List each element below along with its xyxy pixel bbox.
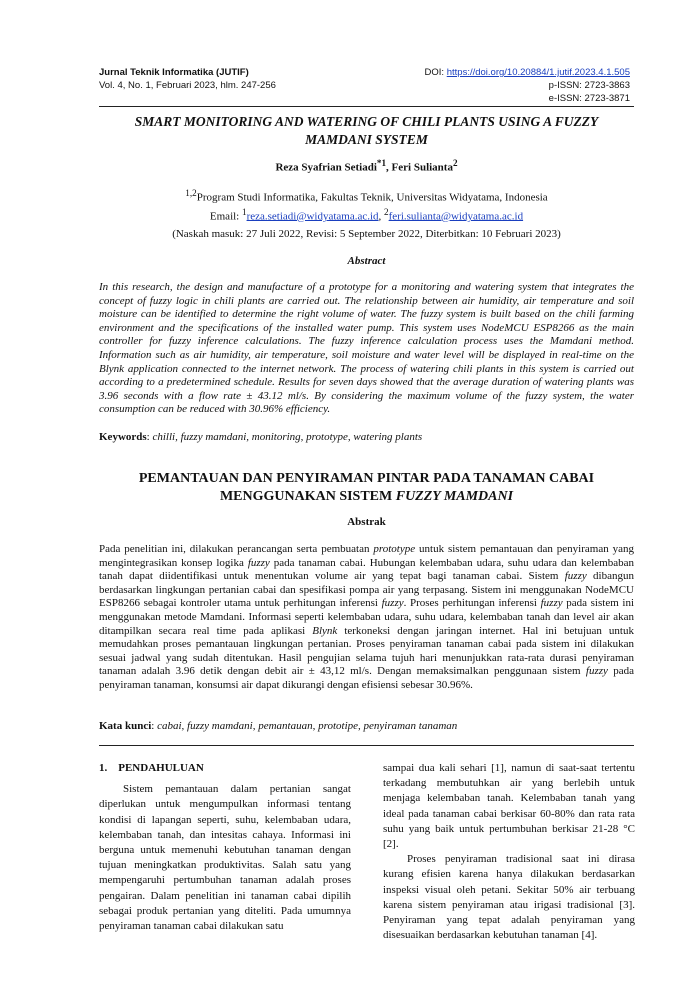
abstrak-segment: pada sistem ini menggunakan metode Mamdani. Informasi seperti kelembaban udara, suhu udara, kelembaban tanah dan level air akan ditampilkan secara real time pada aplikasi [99, 597, 634, 637]
indonesian-title [99, 470, 634, 506]
author-name: Feri Sulianta [391, 161, 453, 174]
doi-link[interactable]: https://doi.org/10.20884/1.jutif.2023.4.1.505 [446, 67, 630, 78]
section-heading: 1. PENDAHULUAN [99, 762, 204, 774]
body-paragraph: Sistem pemantauan dalam pertanian sangat diperlukan untuk mengumpulkan informasi tentang kondisi di lapangan seperti, suhu, kelembaban udara, kelembaban tanah, dan intesitas cahaya. Informasi ini berguna untuk memenuhi kebutuhan tanaman dengan tujuan meningkatkan produktivitas. Salah satu yang mempengaruhi pertumbuhan tanaman adalah proses pengairan. Dalam penelitian ini tanaman cabai dipilih sebagai produk pertanian yang diteliti. Pada umumnya penyiraman tanaman cabai dilakukan satu [99, 783, 351, 933]
abstrak-segment: pada tanaman cabai. Hubungan kelembaban udara, suhu udara dan kelembaban tanah dapat diidentifikasi untuk menentukan volume air yang tepat bagi tanaman cabai. Sistem [99, 556, 634, 583]
abstrak-heading: Abstrak [347, 516, 386, 528]
affiliation-text: Program Studi Informatika, Fakultas Teknik, Universitas Widyatama, Indonesia [196, 191, 548, 204]
abstrak-italic: fuzzy [247, 556, 270, 569]
email-link-2[interactable]: feri.sulianta@widyatama.ac.id [388, 210, 524, 223]
kata-kunci [99, 720, 634, 734]
email-label: Email: [209, 210, 242, 223]
doi-line [425, 66, 630, 79]
paper-title-line2: MAMDANI SYSTEM [305, 132, 428, 147]
abstrak-segment: pada penyiraman tanaman, konsumsi air dapat dikurangi dengan efisiensi sebesar 30.96%. [99, 665, 634, 691]
author-name: Reza Syafrian Setiadi [275, 161, 377, 174]
body-column-left [99, 761, 351, 934]
indonesian-title-line1: PEMANTAUAN DAN PENYIRAMAN PINTAR PADA TANAMAN CABAI [138, 471, 595, 486]
email-marker: 1 [241, 206, 247, 217]
author-separator: , [386, 161, 392, 174]
abstrak-italic: prototype [373, 543, 416, 555]
email-line [99, 205, 634, 224]
keywords-colon: : [146, 431, 153, 443]
journal-name: Jurnal Teknik Informatika (JUTIF) [99, 67, 249, 78]
abstrak-segment: . Proses perhitungan inferensi [403, 597, 541, 610]
abstrak-italic: fuzzy [381, 597, 404, 610]
affiliation-line [99, 186, 634, 205]
header-rule [99, 106, 634, 107]
email-link-1[interactable]: reza.setiadi@widyatama.ac.id [246, 210, 379, 223]
author-marker: *1 [376, 158, 387, 168]
journal-header-right [425, 66, 630, 105]
abstrak-italic: fuzzy [564, 570, 587, 583]
abstrak-segment: terkoneksi dengan jaringan internet. Hal ini betujuan untuk memudahkan proses pemantauan lingkungan pertanian. Proses penyiraman tanaman cabai pada sistem ini dilakukan sesuai jadwal yang sudah ditentukan. Hasil pengujian selama tujuh hari menunjukkan rata-rata durasi penyiraman tanaman adalah 3.96 detik dengan debit air ± 43,12 ml/s. Dengan memaksimalkan penggunaan sistem [99, 624, 634, 678]
abstract-text: In this research, the design and manufacture of a prototype for a monitoring and watering system that integrates the concept of fuzzy logic in chili plants are carried out. The relationship between air humidity, air temperature and soil moisture can be identified to determine the right volume of water. The fuzzy system is built based on the chili farming environment and the specifications of the installed water pump. This system uses NodeMCU ESP8266 as the main controller for fuzzy inference calculations. The fuzzy inference calculation process uses the Mamdani method. Information such as air humidity, air temperature, soil moisture and water level will be displayed in real-time on the Blynk application connected to the internet network. The process of watering chili plants in this system is carried out according to a predetermined schedule. Results for seven days showed that the average duration of watering plants was 3.96 seconds with a flow rate ± 43.12 ml/s. By considering the maximum volume of the fuzzy system, the water consumption can be reduced with 30.96% efficiency. [99, 281, 634, 416]
section-rule [99, 745, 634, 746]
keywords-text: chilli, fuzzy mamdani, monitoring, prototype, watering plants [152, 431, 423, 443]
body-column-right [383, 761, 635, 943]
email-separator: , [378, 210, 385, 223]
paper-title [99, 113, 634, 149]
email-marker: 2 [384, 206, 389, 217]
author-list [99, 158, 634, 174]
affiliation [99, 186, 634, 223]
e-issn: e-ISSN: 2723-3871 [548, 93, 630, 104]
body-paragraph: Proses penyiraman tradisional saat ini dirasa kurang efisien karena hanya dilakukan berdasarkan inspeksi visual oleh petani. Sekitar 50% air terbuang karena sistem penyiraman atau irigasi tradisional [3]. Penyiraman yang tepat adalah penyiraman yang disesuaikan berdasarkan kebutuhan tanaman [4]. [383, 853, 635, 942]
abstrak-text [99, 543, 634, 693]
kata-kunci-colon: : [151, 720, 158, 732]
kata-kunci-label: Kata kunci [99, 720, 152, 732]
volume-info: Vol. 4, No. 1, Februari 2023, hlm. 247-256 [99, 80, 276, 91]
body-paragraph: sampai dua kali sehari [1], namun di saat-saat tertentu terkadang membutuhkan air yang berlebih untuk menjaga kelembaban tanah. Kelembaban tanah yang ideal pada tanaman cabai berkisar 60-80% dan rata rata suhu yang baik untuk pertumbuhan berkisar 21-28 °C [2]. [383, 762, 635, 851]
abstrak-italic: fuzzy [540, 597, 563, 610]
abstrak-segment: Pada penelitian ini, dilakukan perancangan serta pembuatan [99, 543, 374, 555]
abstrak-italic: Blynk [312, 624, 338, 637]
affiliation-marker: 1,2 [185, 188, 197, 198]
doi-label: DOI: [424, 67, 447, 78]
journal-header-left [99, 66, 276, 92]
submission-dates: (Naskah masuk: 27 Juli 2022, Revisi: 5 September 2022, Diterbitkan: 10 Februari 2023) [172, 228, 561, 240]
keywords-label: Keywords [99, 431, 147, 443]
p-issn: p-ISSN: 2723-3863 [548, 80, 630, 91]
abstrak-italic: fuzzy [585, 665, 608, 678]
indonesian-title-line2 [99, 488, 634, 506]
kata-kunci-text: cabai, fuzzy mamdani, pemantauan, prototipe, penyiraman tanaman [157, 720, 458, 732]
abstrak-segment: dibangun berdasarkan lingkungan pertanian cabai dan spesifikasi pompa air yang terpasang. Sistem ini menggunakan NodeMCU ESP8266 sebagai kontroler utama untuk perhitungan inferensi [99, 570, 634, 610]
abstract-heading: Abstract [347, 255, 386, 267]
paper-title-line1: SMART MONITORING AND WATERING OF CHILI PLANTS USING A FUZZY [134, 114, 599, 129]
abstrak-segment: untuk sistem pemantauan dan penyiraman yang mengintegrasikan konsep logika [99, 543, 635, 569]
indonesian-title-prefix: MENGGUNAKAN SISTEM [219, 489, 396, 504]
keywords [99, 431, 634, 445]
author-marker: 2 [452, 158, 458, 168]
indonesian-title-italic: FUZZY MAMDANI [395, 489, 514, 504]
